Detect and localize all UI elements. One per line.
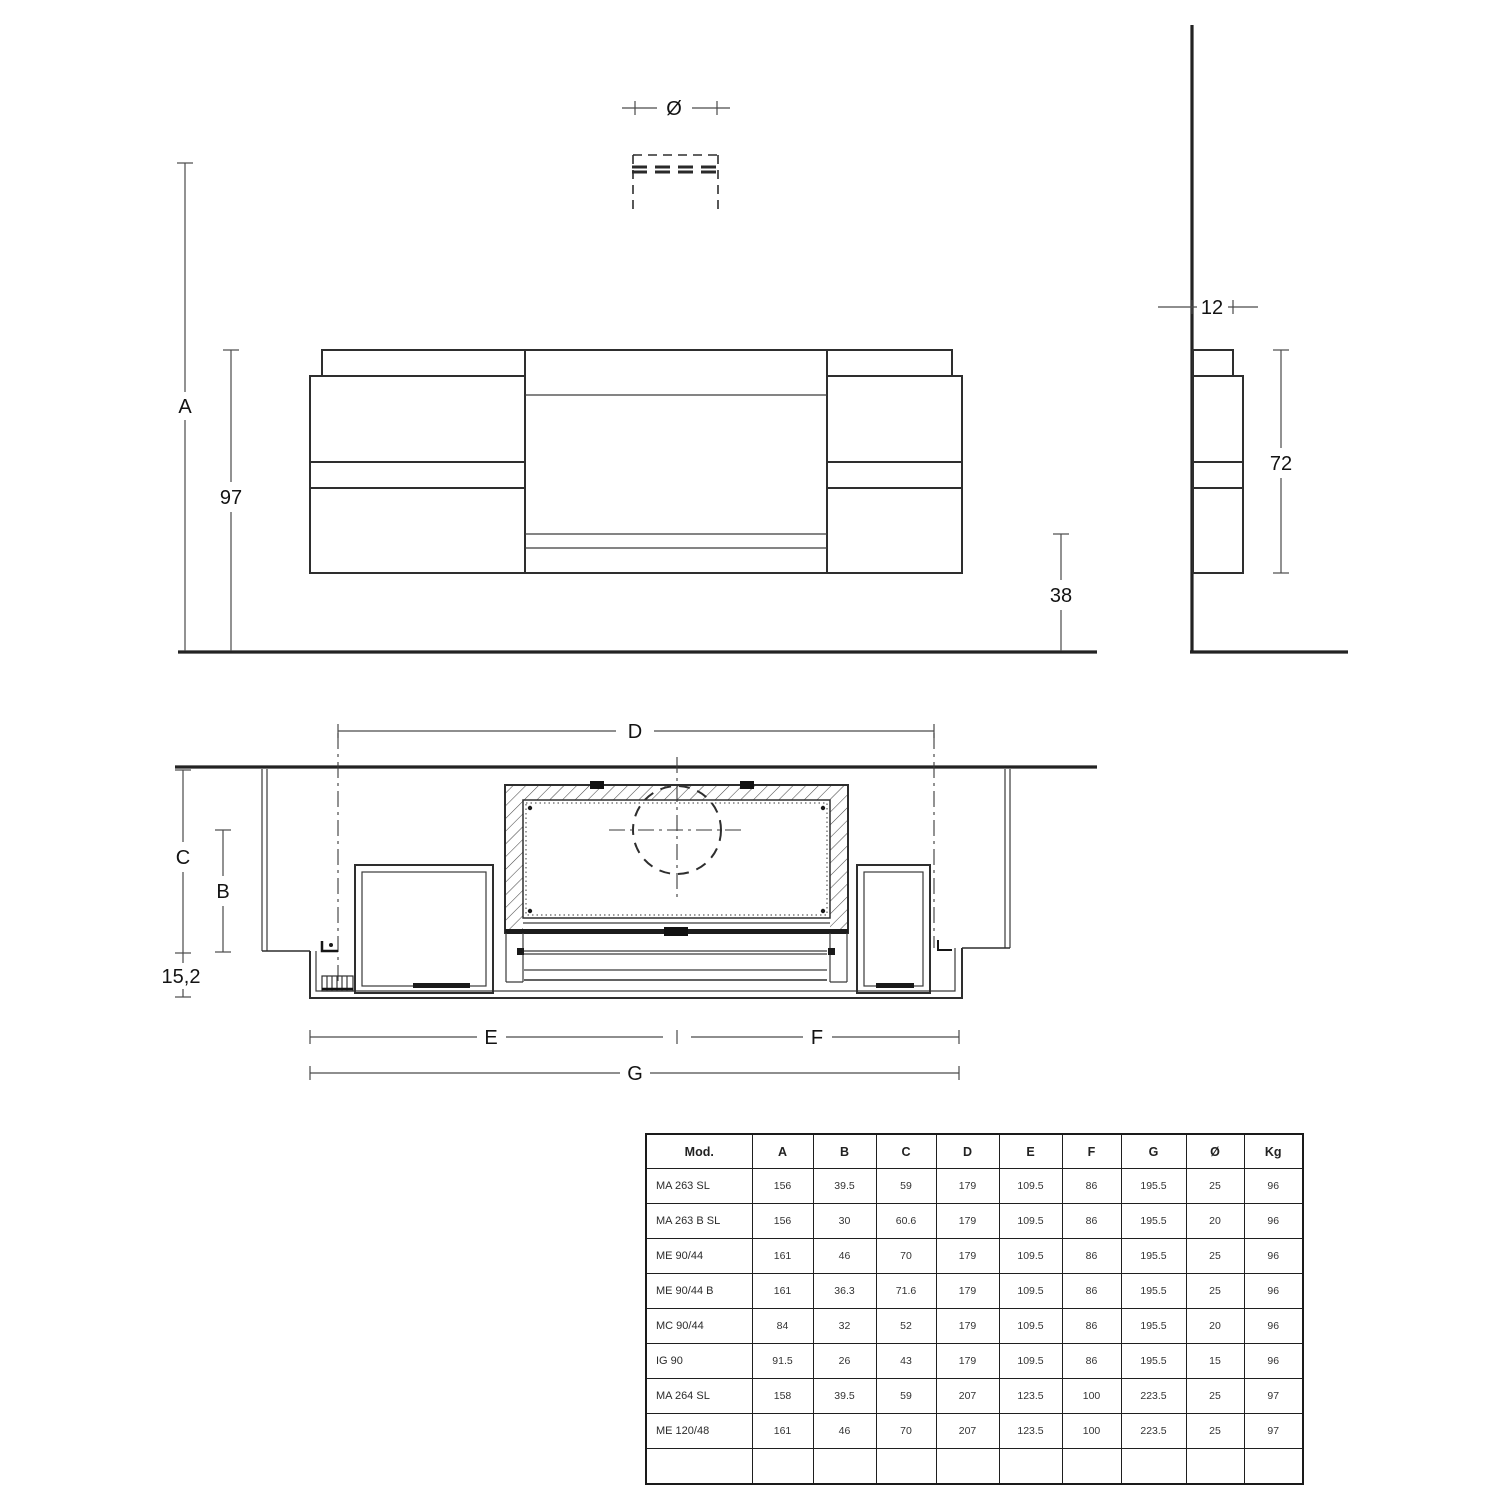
table-row: MA 264 SL 158 39.5 59 207 123.5 100 223.5 25 97 [646,1379,1303,1414]
table-row: MA 263 B SL 156 30 60.6 179 109.5 86 195.5 20 96 [646,1204,1303,1239]
dim-label-c: C [175,847,191,869]
model-name: ME 120/48 [646,1414,752,1449]
table-row: MA 263 SL 156 39.5 59 179 109.5 86 195.5 25 96 [646,1169,1303,1204]
col-header-a: A [752,1134,813,1169]
dim-label-97: 97 [219,487,243,509]
corner-bracket-right [938,940,952,950]
dimension-e-f [310,1027,959,1049]
dim-label-15-2: 15,2 [161,966,201,988]
col-header-f: F [1062,1134,1121,1169]
model-name: ME 90/44 B [646,1274,752,1309]
model-name: IG 90 [646,1344,752,1379]
model-name: MA 263 SL [646,1169,752,1204]
mantel-front [310,350,962,573]
dimension-g [310,1063,959,1085]
dimension-15-2 [162,953,201,997]
side-top-strip [1193,350,1233,376]
dim-label-g: G [627,1063,643,1085]
table-row: IG 90 91.5 26 43 179 109.5 86 195.5 15 96 [646,1344,1303,1379]
table-row: ME 90/44 161 46 70 179 109.5 86 195.5 25 96 [646,1239,1303,1274]
speaker-box-right [857,865,930,993]
dim-label-a: A [178,396,192,418]
model-name: MC 90/44 [646,1309,752,1344]
dimension-c [175,770,191,953]
col-header-diameter: Ø [1186,1134,1244,1169]
table-row-partial [646,1449,1303,1485]
dimension-12 [1158,297,1258,319]
speaker-box-left [355,865,493,993]
dim-label-72: 72 [1269,453,1293,475]
table-row: ME 120/48 161 46 70 207 123.5 100 223.5 25 97 [646,1414,1303,1449]
dimension-d [338,721,934,743]
flue-outlet-dashed [632,155,722,210]
col-header-e: E [999,1134,1062,1169]
dim-label-e: E [484,1027,498,1049]
anchor-tab-right [740,781,754,789]
model-name: MA 264 SL [646,1379,752,1414]
dimension-b [215,830,231,952]
table-header-row [646,1134,1303,1169]
col-header-g: G [1121,1134,1186,1169]
dimension-72 [1270,350,1292,573]
left-wing [310,376,525,573]
dim-label-12: 12 [1200,297,1224,319]
dimension-97 [220,350,242,651]
dimension-38 [1050,534,1072,651]
top-strip-right [827,350,952,376]
table-row: ME 90/44 B 161 36.3 71.6 179 109.5 86 195.5 25 96 [646,1274,1303,1309]
col-header-c: C [876,1134,936,1169]
side-body [1193,376,1243,573]
model-name: ME 90/44 [646,1239,752,1274]
plan-view [162,721,1097,1085]
table-header [646,1134,1303,1169]
mantel-side-profile [1193,350,1243,573]
dimensions-table [645,1133,1304,1485]
central-firebox-front [525,350,827,573]
dim-label-b: B [216,881,230,903]
dimension-a [177,163,193,651]
anchor-tab-left [590,781,604,789]
dim-label-diameter: Ø [666,98,682,120]
right-wing [827,376,962,573]
col-header-b: B [813,1134,876,1169]
flue-circle [609,757,745,899]
side-view [1158,25,1348,652]
col-header-mod: Mod. [646,1134,752,1169]
dim-label-f: F [810,1027,824,1049]
dim-label-38: 38 [1049,585,1073,607]
vent-ribbed-element [322,976,353,991]
front-view [177,98,1097,652]
dimensions-table-wrap [645,1133,1304,1485]
col-header-kg: Kg [1244,1134,1303,1169]
firebox-front-tab [664,927,688,936]
col-header-d: D [936,1134,999,1169]
model-name: MA 263 B SL [646,1204,752,1239]
top-strip-left [322,350,525,376]
flue-diameter-dimension [622,98,730,120]
dim-label-d: D [627,721,643,743]
table-row: MC 90/44 84 32 52 179 109.5 86 195.5 20 96 [646,1309,1303,1344]
hearth-bench [517,948,835,980]
